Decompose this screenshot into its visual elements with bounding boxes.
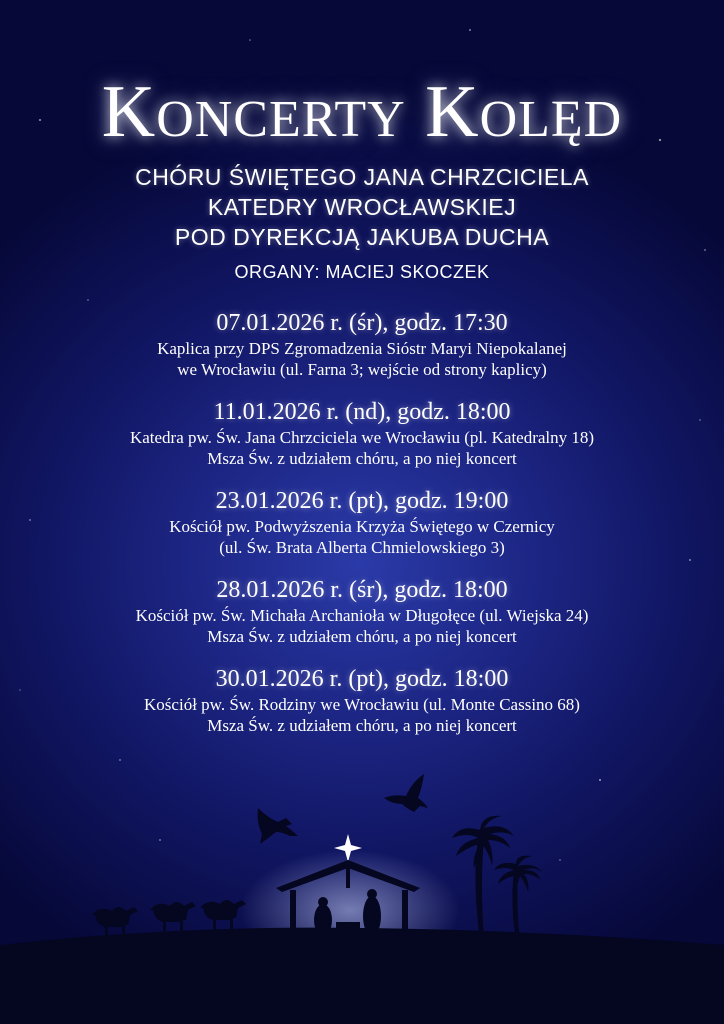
event-details: Msza Św. z udziałem chóru, a po niej koncert xyxy=(207,449,517,468)
concert-event xyxy=(0,397,724,469)
palm-tree-silhouette xyxy=(452,816,542,942)
angel-silhouette xyxy=(258,774,429,844)
event-details: Msza Św. z udziałem chóru, a po niej koncert xyxy=(207,716,517,735)
choir-cathedral: KATEDRY WROCŁAWSKIEJ xyxy=(207,194,517,220)
event-details: Msza Św. z udziałem chóru, a po niej koncert xyxy=(207,627,517,646)
event-details: (ul. Św. Brata Alberta Chmielowskiego 3) xyxy=(219,538,505,557)
ground-silhouette xyxy=(0,928,724,1024)
nativity-scene xyxy=(0,760,724,1024)
organist: ORGANY: MACIEJ SKOCZEK xyxy=(234,262,490,282)
event-venue: Kaplica przy DPS Zgromadzenia Sióstr Maryi Niepokalanej xyxy=(157,339,567,358)
event-date: 07.01.2026 r. (śr), godz. 17:30 xyxy=(216,310,508,336)
concert-event xyxy=(0,664,724,736)
event-date: 28.01.2026 r. (śr), godz. 18:00 xyxy=(216,577,508,603)
concert-event xyxy=(0,308,724,380)
event-venue: Kościół pw. Św. Michała Archanioła w Długołęce (ul. Wiejska 24) xyxy=(135,606,589,625)
concert-event xyxy=(0,486,724,558)
event-date: 11.01.2026 r. (nd), godz. 18:00 xyxy=(213,399,511,425)
event-venue: Kościół pw. Św. Rodziny we Wrocławiu (ul. Monte Cassino 68) xyxy=(144,695,580,714)
event-date: 23.01.2026 r. (pt), godz. 19:00 xyxy=(215,488,509,514)
event-venue: Katedra pw. Św. Jana Chrzciciela we Wrocławiu (pl. Katedralny 18) xyxy=(129,428,595,447)
concert-event xyxy=(0,575,724,647)
event-details: we Wrocławiu (ul. Farna 3; wejście od strony kaplicy) xyxy=(177,360,547,379)
event-venue: Kościół pw. Podwyższenia Krzyża Świętego w Czernicy xyxy=(169,517,555,536)
choir-director: POD DYREKCJĄ JAKUBA DUCHA xyxy=(174,224,550,250)
event-date: 30.01.2026 r. (pt), godz. 18:00 xyxy=(215,666,509,692)
choir-name: CHÓRU ŚWIĘTEGO JANA CHRZCICIELA xyxy=(135,164,589,190)
poster-title: Koncerty Kolęd xyxy=(101,71,623,153)
